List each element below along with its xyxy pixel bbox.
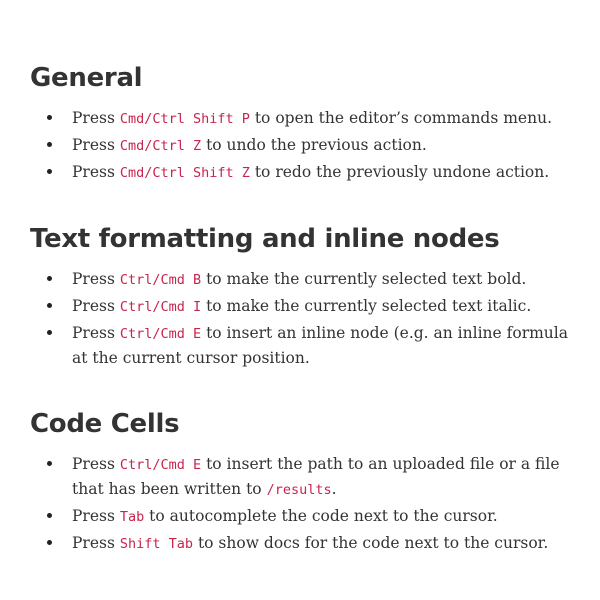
shortcut-key: Ctrl/Cmd E (119, 457, 202, 473)
bullet-icon (47, 330, 52, 335)
list-item: Press Cmd/Ctrl Shift Z to redo the previously undone action. (72, 160, 570, 185)
bullet-icon (47, 169, 52, 174)
shortcut-key: Shift Tab (119, 536, 194, 552)
list-item: Press Cmd/Ctrl Z to undo the previous action. (72, 133, 570, 158)
bullet-icon (47, 513, 52, 518)
shortcut-list-general (30, 106, 570, 185)
list-item: Press Shift Tab to show docs for the code next to the cursor. (72, 531, 570, 556)
section-title-text-formatting: Text formatting and inline nodes (30, 224, 500, 254)
list-item: Press Ctrl/Cmd B to make the currently selected text bold. (72, 267, 570, 292)
list-item: Press Tab to autocomplete the code next to the cursor. (72, 504, 570, 529)
list-item: Press Ctrl/Cmd I to make the currently selected text italic. (72, 294, 570, 319)
bullet-icon (47, 540, 52, 545)
shortcut-key: Ctrl/Cmd I (119, 299, 202, 315)
shortcut-key: Cmd/Ctrl Z (119, 138, 202, 154)
shortcut-list-text-formatting (30, 267, 570, 370)
shortcut-key: Ctrl/Cmd E (119, 326, 202, 342)
list-item: Press Ctrl/Cmd E to insert the path to an uploaded file or a file that has been written to /results. (72, 452, 570, 502)
shortcut-key: Cmd/Ctrl Shift P (119, 111, 250, 127)
shortcut-key: Tab (119, 509, 145, 525)
bullet-icon (47, 142, 52, 147)
list-item: Press Cmd/Ctrl Shift P to open the editor’s commands menu. (72, 106, 570, 131)
section-title-code-cells: Code Cells (30, 409, 180, 439)
bullet-icon (47, 461, 52, 466)
list-item: Press Ctrl/Cmd E to insert an inline node (e.g. an inline formula at the current cursor position. (72, 321, 570, 370)
shortcut-key: Ctrl/Cmd B (119, 272, 202, 288)
shortcut-key: Cmd/Ctrl Shift Z (119, 165, 250, 181)
section-title-general: General (30, 63, 143, 93)
bullet-icon (47, 115, 52, 120)
bullet-icon (47, 276, 52, 281)
shortcut-list-code-cells (30, 452, 570, 556)
results-path: /results (266, 482, 332, 498)
bullet-icon (47, 303, 52, 308)
